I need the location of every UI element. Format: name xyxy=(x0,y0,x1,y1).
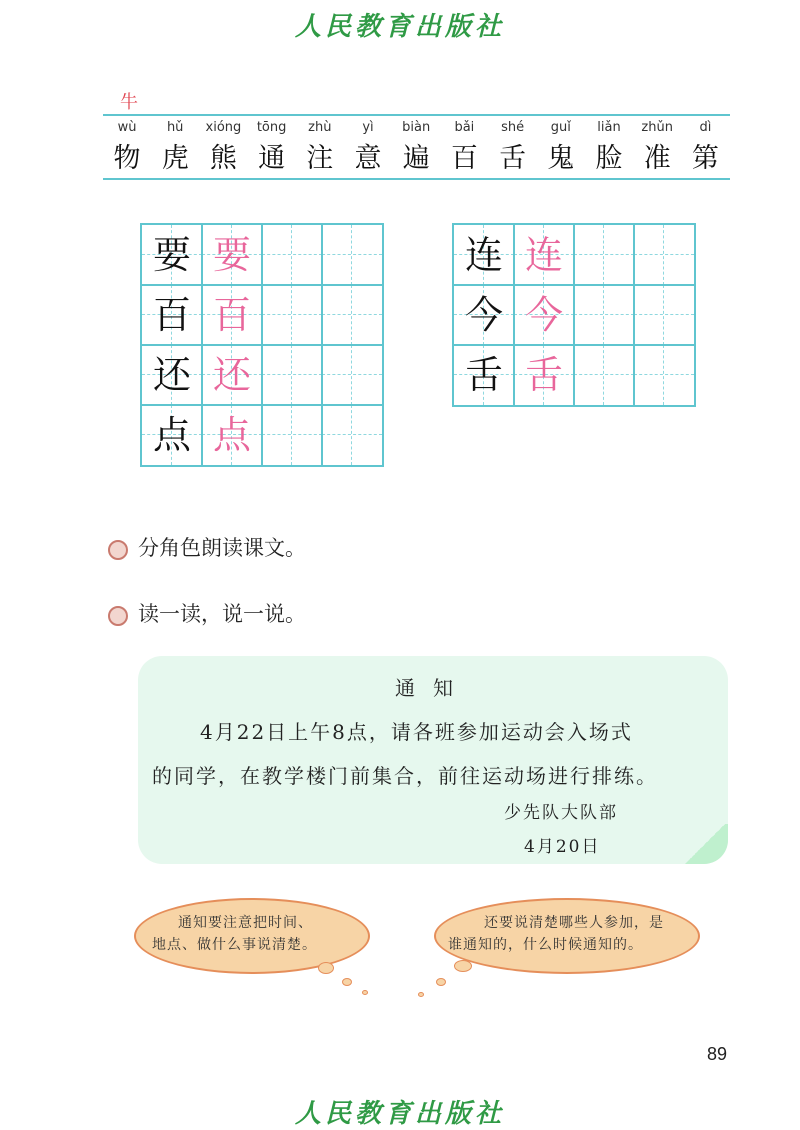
task-read-say xyxy=(108,598,306,628)
pinyin-9: guǐ xyxy=(550,120,571,135)
guide-line xyxy=(663,345,664,405)
model-character: 舌 xyxy=(464,353,503,397)
guide-line xyxy=(351,345,352,405)
vocab-char-2: 熊 xyxy=(209,143,237,174)
trace-character: 舌 xyxy=(524,353,563,397)
grid-line xyxy=(142,284,382,286)
bubble-left-line-1: 通知要注意把时间、 xyxy=(178,915,313,931)
guide-line xyxy=(262,254,322,255)
trace-character: 还 xyxy=(212,353,251,397)
task-seal-icon xyxy=(108,606,128,626)
grid-line xyxy=(573,225,575,405)
grid-line xyxy=(454,344,694,346)
notice-card xyxy=(138,656,728,864)
thought-dot xyxy=(436,978,446,986)
grid-cell xyxy=(262,225,322,285)
page-number: 89 xyxy=(707,1044,728,1064)
grid-cell xyxy=(634,225,694,285)
notice-line-1: 4月22日上午8点，请各班参加运动会入场式 xyxy=(200,720,633,744)
writing-grid-right xyxy=(452,223,696,407)
grid-cell xyxy=(574,225,634,285)
grid-cell xyxy=(574,345,634,405)
model-character: 百 xyxy=(152,293,191,337)
guide-line xyxy=(262,314,322,315)
guide-line xyxy=(351,285,352,345)
grid-cell xyxy=(322,405,382,465)
guide-line xyxy=(351,405,352,465)
vocab-bottom-line xyxy=(103,178,730,180)
guide-line xyxy=(322,314,382,315)
pinyin-12: dì xyxy=(699,120,712,135)
grid-line xyxy=(142,344,382,346)
guide-line xyxy=(574,314,634,315)
publisher-logo-bottom: 人民教育出版社 xyxy=(294,1099,505,1129)
grid-line xyxy=(633,225,635,405)
vocab-char-10: 脸 xyxy=(595,143,623,174)
model-character: 点 xyxy=(152,413,191,457)
thought-dot xyxy=(418,992,424,997)
guide-line xyxy=(291,405,292,465)
trace-character: 今 xyxy=(524,293,563,337)
grid-cell xyxy=(322,285,382,345)
guide-line xyxy=(291,225,292,285)
model-character: 今 xyxy=(464,293,503,337)
bubble-left-line-2: 地点、做什么事说清楚。 xyxy=(152,937,317,953)
task-seal-icon xyxy=(108,540,128,560)
bubble-right-text xyxy=(448,912,664,956)
grid-cell xyxy=(322,345,382,405)
thought-dot xyxy=(454,960,472,972)
bubble-left-text xyxy=(152,912,317,956)
pinyin-2: xióng xyxy=(205,120,242,135)
guide-line xyxy=(262,434,322,435)
grid-cell xyxy=(262,405,322,465)
grid-cell xyxy=(634,285,694,345)
grid-cell xyxy=(262,285,322,345)
guide-line xyxy=(322,434,382,435)
trace-character: 百 xyxy=(212,293,251,337)
pinyin-5: yì xyxy=(362,120,374,135)
pinyin-6: biàn xyxy=(402,120,431,135)
vocab-char-3: 通 xyxy=(258,143,286,174)
vocab-top-line xyxy=(103,114,730,116)
notice-signer: 少先队大队部 xyxy=(504,803,618,823)
pinyin-1: hǔ xyxy=(166,120,184,135)
grid-line xyxy=(513,225,515,405)
vocab-char-7: 百 xyxy=(450,143,478,174)
guide-line xyxy=(322,254,382,255)
guide-line xyxy=(663,285,664,345)
vocab-char-5: 意 xyxy=(354,143,382,174)
vocab-char-1: 虎 xyxy=(161,143,189,174)
page-curl-icon xyxy=(682,824,728,864)
guide-line xyxy=(634,254,694,255)
model-character: 要 xyxy=(152,233,191,277)
pinyin-8: shé xyxy=(501,120,525,135)
writing-grid-left xyxy=(140,223,384,467)
pinyin-10: liǎn xyxy=(597,120,621,135)
task-text: 分角色朗读课文。 xyxy=(138,536,306,560)
trace-character: 要 xyxy=(212,233,251,277)
grid-line xyxy=(142,404,382,406)
guide-line xyxy=(291,285,292,345)
bubble-right-line-1: 还要说清楚哪些人参加，是 xyxy=(484,915,664,931)
pinyin-0: wù xyxy=(117,120,137,135)
guide-line xyxy=(603,225,604,285)
guide-line xyxy=(574,254,634,255)
thought-dot xyxy=(342,978,352,986)
pinyin-11: zhǔn xyxy=(641,120,673,135)
notice-line-2: 的同学，在教学楼门前集合，前往运动场进行排练。 xyxy=(152,764,658,788)
guide-line xyxy=(574,374,634,375)
guide-line xyxy=(603,345,604,405)
vocab-char-9: 鬼 xyxy=(547,143,575,174)
grid-cell xyxy=(634,345,694,405)
thought-dot xyxy=(318,962,334,974)
vocab-char-6: 遍 xyxy=(402,143,430,174)
grid-cell xyxy=(574,285,634,345)
guide-line xyxy=(291,345,292,405)
vocab-char-11: 准 xyxy=(643,143,671,174)
character-row xyxy=(103,136,730,174)
task-text: 读一读，说一说。 xyxy=(138,602,306,626)
task-read-roles xyxy=(108,532,306,562)
model-character: 还 xyxy=(152,353,191,397)
vocab-char-12: 第 xyxy=(691,143,719,174)
trace-character: 连 xyxy=(524,233,563,277)
guide-line xyxy=(322,374,382,375)
pinyin-7: bǎi xyxy=(454,120,475,135)
model-character: 连 xyxy=(464,233,503,277)
guide-line xyxy=(634,314,694,315)
grid-cell xyxy=(262,345,322,405)
vocab-char-4: 注 xyxy=(306,143,334,174)
lesson-badge-icon: 牛 xyxy=(120,92,138,113)
grid-cell xyxy=(322,225,382,285)
trace-character: 点 xyxy=(212,413,251,457)
publisher-logo-top: 人民教育出版社 xyxy=(294,12,505,42)
guide-line xyxy=(634,374,694,375)
notice-title: 通知 xyxy=(395,676,471,700)
guide-line xyxy=(351,225,352,285)
notice-date: 4月20日 xyxy=(524,837,601,857)
grid-line xyxy=(454,284,694,286)
guide-line xyxy=(262,374,322,375)
thought-dot xyxy=(362,990,368,995)
vocab-char-0: 物 xyxy=(113,143,141,174)
vocab-char-8: 舌 xyxy=(499,143,527,174)
pinyin-4: zhù xyxy=(308,120,332,135)
guide-line xyxy=(663,225,664,285)
guide-line xyxy=(603,285,604,345)
bubble-right-line-2: 谁通知的，什么时候通知的。 xyxy=(448,937,643,953)
pinyin-3: tōng xyxy=(256,120,287,135)
